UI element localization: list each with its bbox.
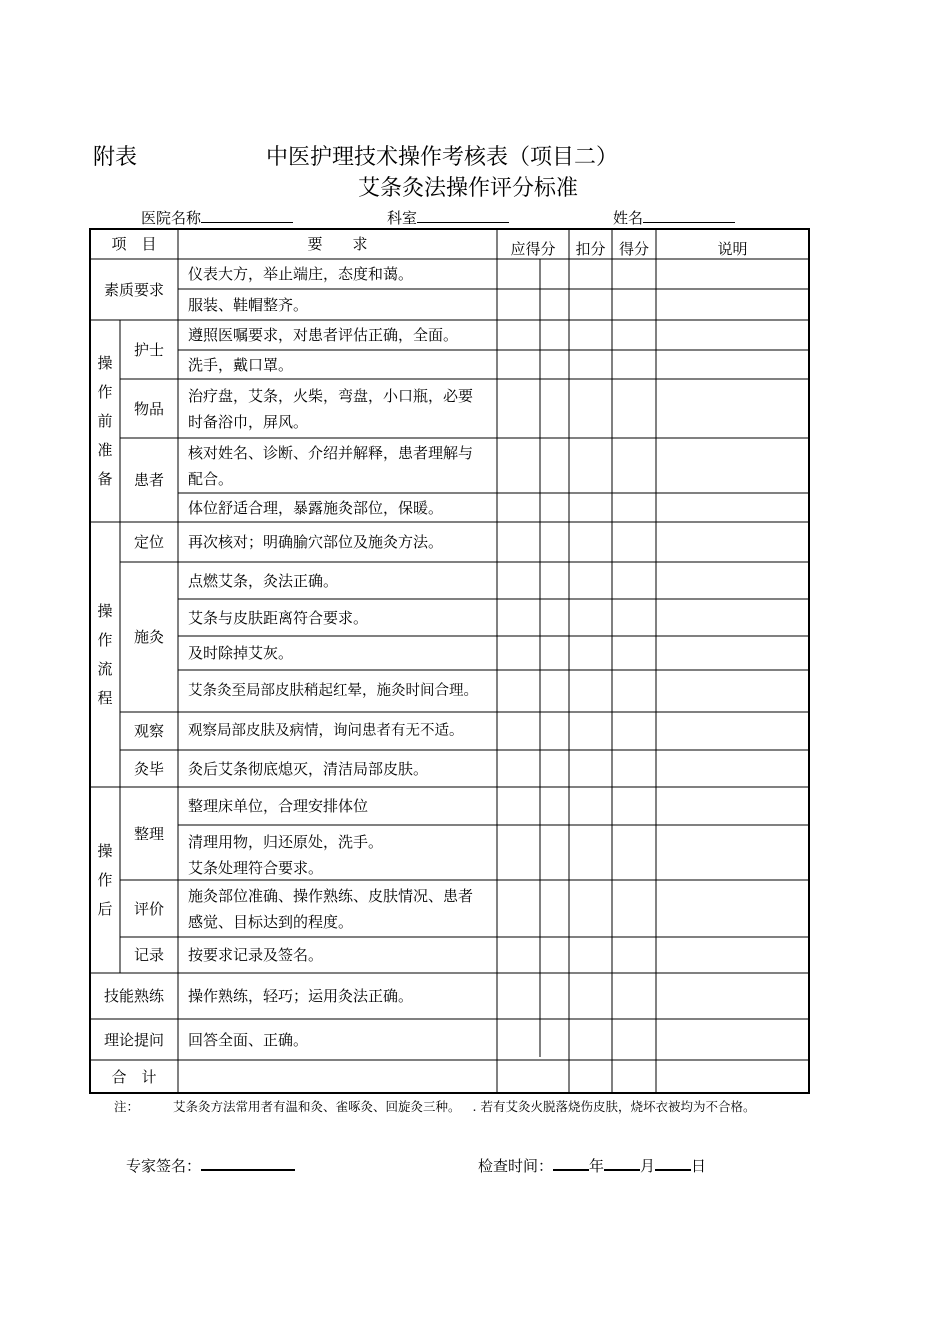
- sub-moxa: 施灸: [133, 628, 164, 646]
- requirement-14: 灸后艾条彻底熄灭，清洁局部皮肤。: [188, 759, 429, 778]
- requirement-20: 回答全面、正确。: [188, 1030, 309, 1049]
- sub-record: 记录: [133, 946, 164, 964]
- col-header-score: 得分: [618, 240, 649, 258]
- category-process: 操作流程: [97, 601, 113, 707]
- category-total: 合 计: [111, 1067, 157, 1086]
- col-header-remark: 说明: [717, 240, 748, 258]
- requirement-11: 及时除掉艾灰。: [188, 644, 294, 662]
- department-field: [387, 207, 509, 228]
- expert-sign-blank[interactable]: [201, 1155, 295, 1171]
- category-post-op: 操作后: [97, 841, 113, 918]
- month-label: 月: [640, 1157, 656, 1175]
- requirement-4: 洗手，戴口罩。: [188, 355, 294, 374]
- requirement-16-line1: 清理用物，归还原处，洗手。: [188, 833, 384, 851]
- page-title: 中医护理技术操作考核表（项目二）: [266, 145, 619, 170]
- sub-finish: 灸毕: [133, 759, 164, 778]
- expert-signature: [126, 1155, 295, 1176]
- name-blank[interactable]: [643, 208, 735, 223]
- requirement-16: [178, 825, 497, 880]
- hospital-label: 医院名称: [141, 209, 202, 227]
- month-blank[interactable]: [604, 1155, 640, 1171]
- requirement-1: 仪表大方，举止端庄，态度和蔼。: [188, 265, 414, 283]
- requirement-12: 艾条灸至局部皮肤稍起红晕，施灸时间合理。: [188, 683, 478, 699]
- day-blank[interactable]: [655, 1155, 691, 1171]
- attachment-label: 附表: [93, 145, 138, 170]
- year-blank[interactable]: [553, 1155, 589, 1171]
- requirement-18: 按要求记录及签名。: [188, 946, 324, 964]
- requirement-6: 核对姓名、诊断、介绍并解释，患者理解与配合。: [188, 443, 474, 488]
- category-skill: 技能熟练: [103, 987, 164, 1005]
- col-header-deduct: 扣分: [575, 240, 606, 258]
- category-pre-op: 操作前准备: [97, 353, 113, 488]
- sub-nurse: 护士: [133, 340, 164, 359]
- footnote: [114, 1097, 755, 1115]
- name-label: 姓名: [613, 209, 644, 227]
- category-quality: 素质要求: [103, 280, 164, 299]
- sub-patient: 患者: [133, 471, 164, 489]
- requirement-3: 遵照医嘱要求，对患者评估正确，全面。: [188, 326, 459, 344]
- category-theory: 理论提问: [103, 1030, 164, 1049]
- requirement-17: 施灸部位准确、操作熟练、皮肤情况、患者感觉、目标达到的程度。: [188, 886, 474, 931]
- hospital-blank[interactable]: [201, 208, 293, 223]
- name-field: [613, 207, 735, 228]
- requirement-8: 再次核对；明确腧穴部位及施灸方法。: [188, 533, 444, 551]
- check-time-label: 检查时间：: [478, 1157, 554, 1175]
- day-label: 日: [691, 1157, 707, 1175]
- score-table: [89, 228, 809, 1094]
- col-header-requirement: 要 求: [307, 235, 368, 253]
- note-text-2: . 若有艾灸火脱落烧伤皮肤，烧坏衣被均为不合格。: [472, 1099, 756, 1114]
- note-text-1: 艾条灸方法常用者有温和灸、雀啄灸、回旋灸三种。: [173, 1099, 461, 1114]
- requirement-5: 治疗盘，艾条，火柴，弯盘，小口瓶，必要时备浴巾，屏风。: [188, 386, 474, 431]
- requirement-15: 整理床单位，合理安排体位: [188, 797, 369, 815]
- page-subtitle: 艾条灸法操作评分标准: [358, 176, 579, 201]
- department-label: 科室: [387, 209, 418, 227]
- requirement-2: 服装、鞋帽整齐。: [188, 295, 309, 314]
- sub-observe: 观察: [133, 722, 164, 740]
- requirement-9: 点燃艾条，灸法正确。: [188, 571, 339, 590]
- requirement-10: 艾条与皮肤距离符合要求。: [188, 608, 369, 627]
- requirement-13: 观察局部皮肤及病情，询问患者有无不适。: [188, 723, 464, 739]
- department-blank[interactable]: [417, 208, 509, 223]
- requirement-19: 操作熟练，轻巧；运用灸法正确。: [188, 987, 414, 1005]
- expert-sign-label: 专家签名：: [126, 1157, 202, 1175]
- col-header-item: 项 目: [111, 235, 157, 253]
- sub-evaluate: 评价: [133, 899, 164, 918]
- year-label: 年: [589, 1157, 605, 1175]
- note-label: 注：: [114, 1099, 140, 1114]
- sub-items: 物品: [133, 399, 164, 418]
- sub-locate: 定位: [133, 533, 164, 551]
- requirement-7: 体位舒适合理，暴露施灸部位，保暖。: [188, 498, 444, 517]
- check-time: [478, 1155, 706, 1176]
- hospital-field: [141, 207, 293, 228]
- requirement-16-line2: 艾条处理符合要求。: [188, 859, 324, 877]
- col-header-should-score: 应得分: [510, 240, 556, 258]
- sub-tidy: 整理: [133, 824, 164, 843]
